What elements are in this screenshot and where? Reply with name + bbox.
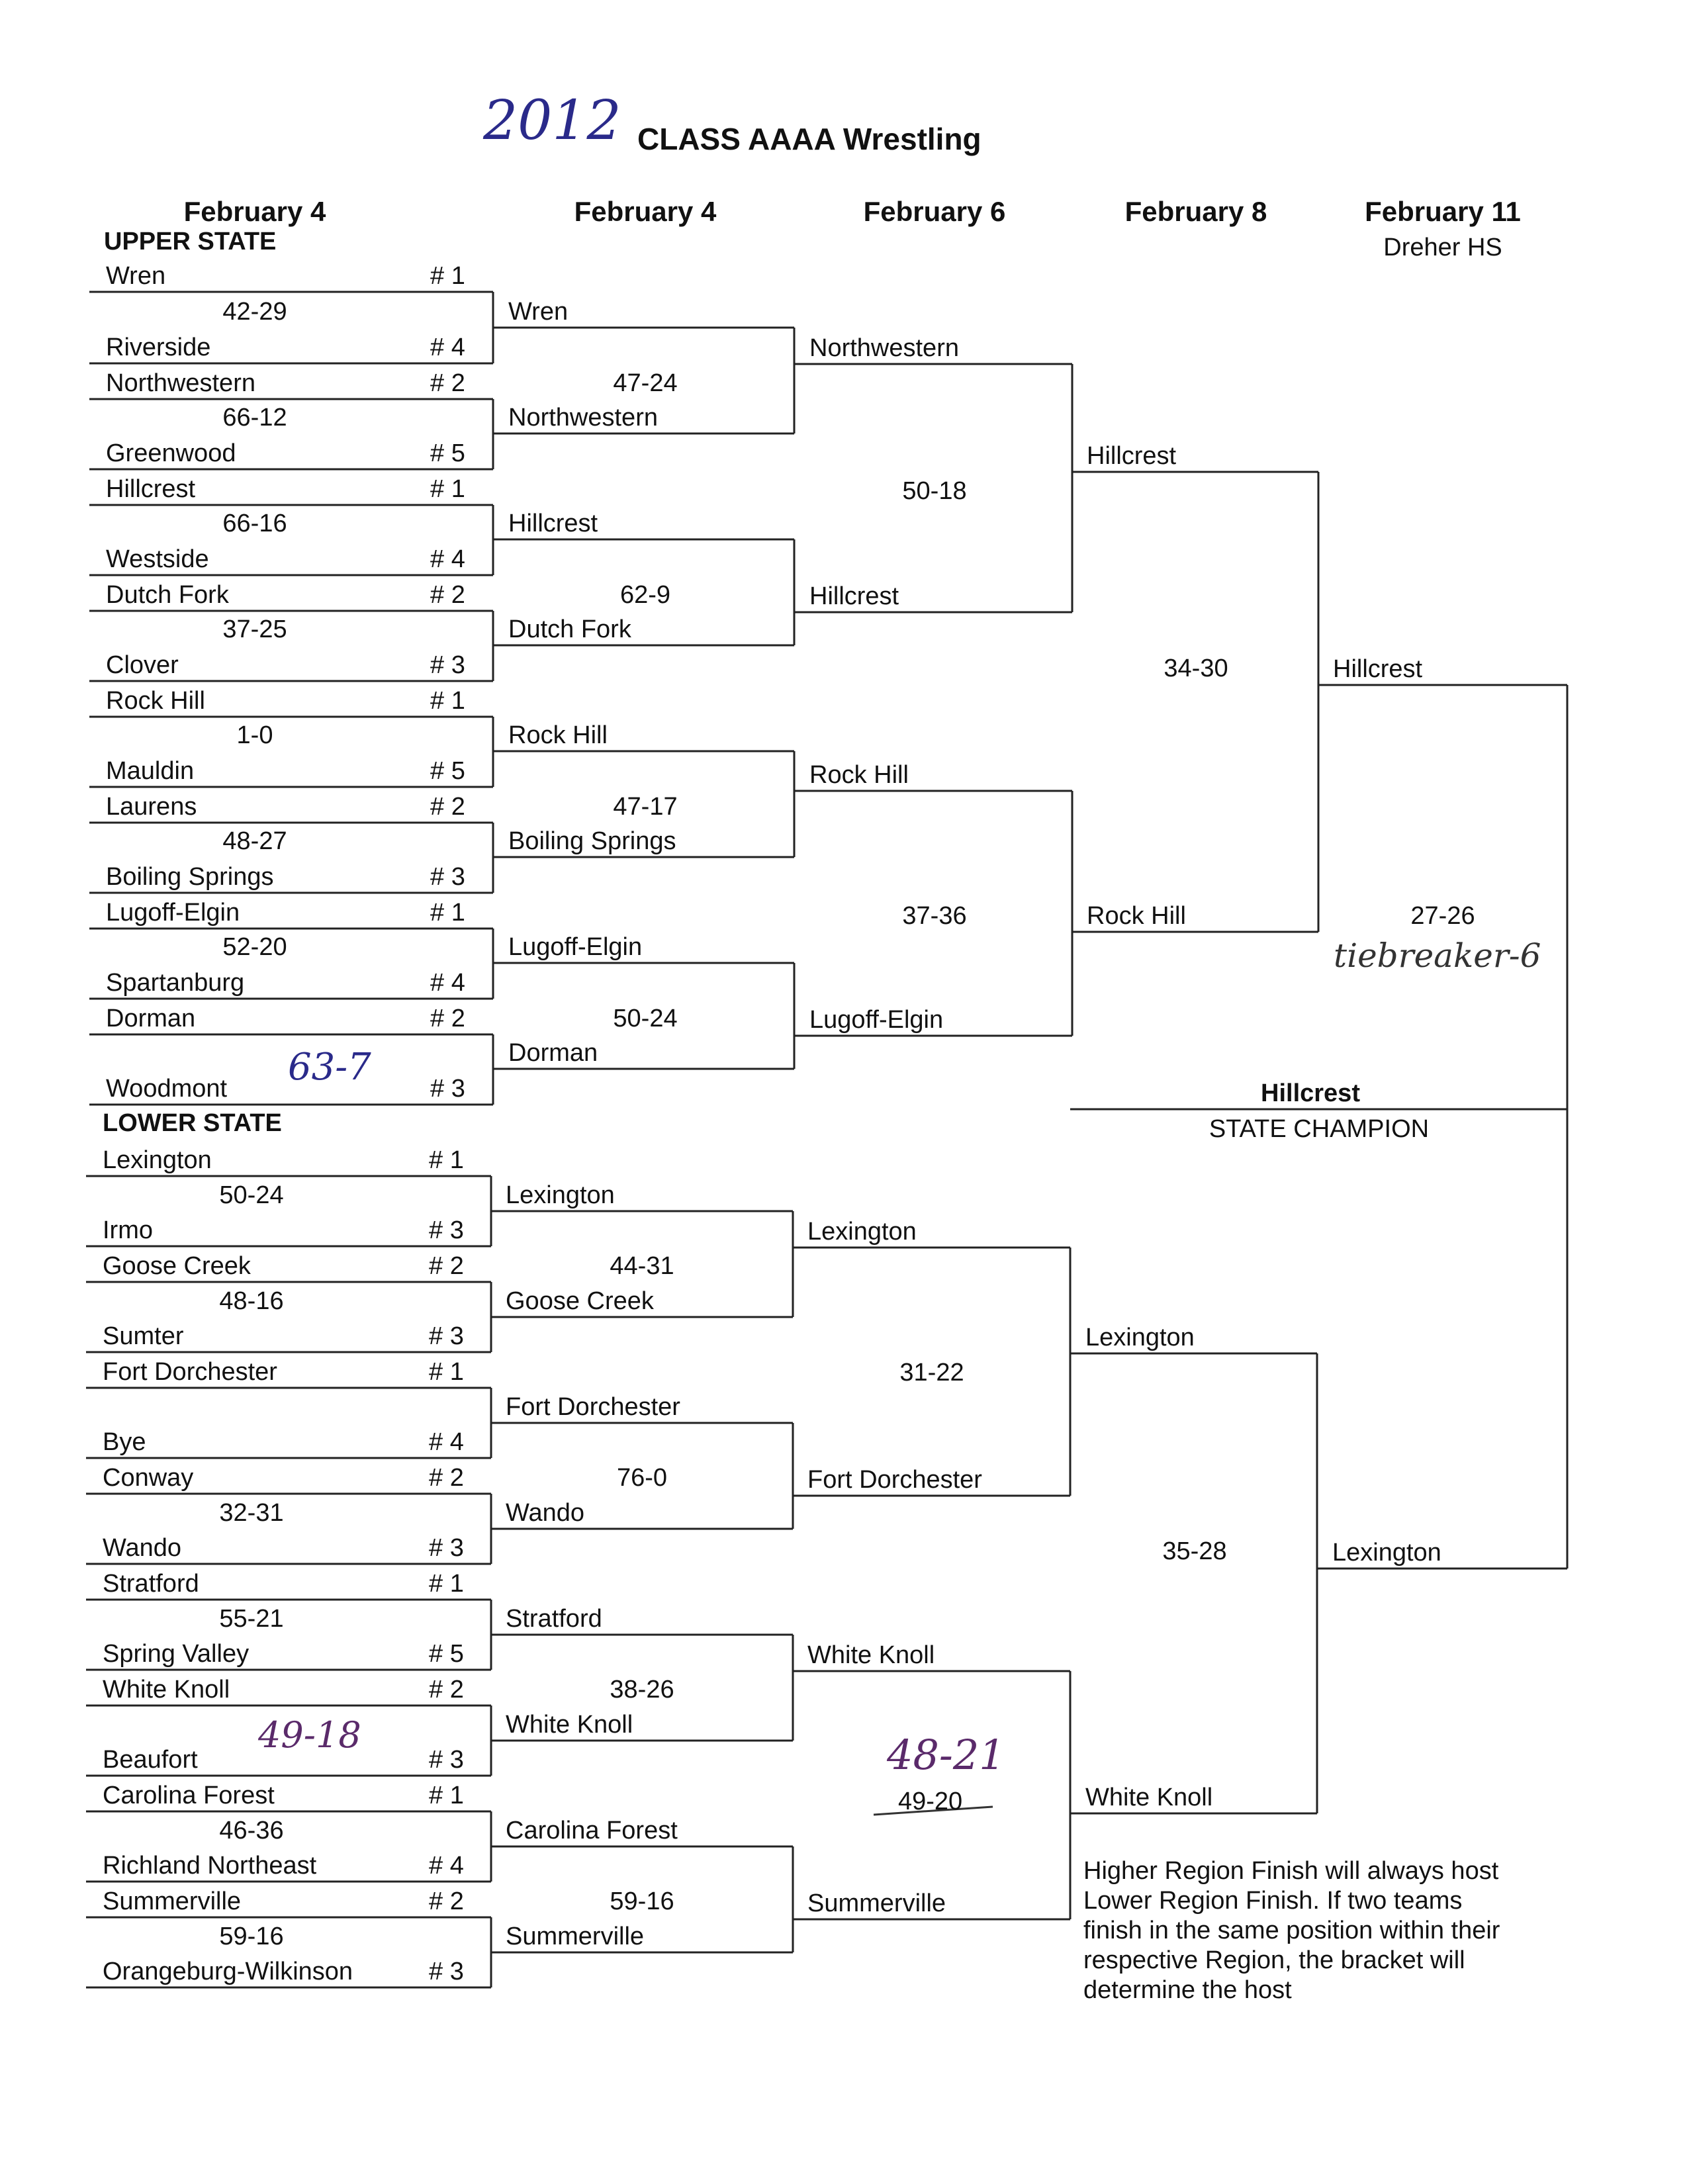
round4-team: Rock Hill bbox=[1087, 902, 1186, 930]
seed-number: # 4 bbox=[429, 1852, 464, 1880]
match-score: 76-0 bbox=[616, 1464, 668, 1492]
state-champion-label: STATE CHAMPION bbox=[1209, 1115, 1430, 1143]
seed-number: # 1 bbox=[429, 1570, 464, 1598]
seed-number: # 1 bbox=[429, 1146, 464, 1174]
round4-team: Hillcrest bbox=[1087, 442, 1177, 470]
round2-team: Hillcrest bbox=[508, 510, 598, 537]
seed-number: # 2 bbox=[430, 793, 465, 821]
date-round-4: February 8 bbox=[1124, 196, 1267, 227]
tiebreaker-note: tiebreaker-6 bbox=[1334, 936, 1541, 975]
host-note-line: Higher Region Finish will always host bbox=[1083, 1857, 1499, 1885]
match-score: 48-16 bbox=[219, 1287, 284, 1315]
seed-team: Lugoff-Elgin bbox=[106, 899, 240, 927]
round3-team: Lugoff-Elgin bbox=[809, 1006, 944, 1034]
match-score: 62-9 bbox=[619, 581, 671, 609]
seed-team: Northwestern bbox=[106, 369, 255, 397]
seed-team: Conway bbox=[103, 1464, 194, 1492]
round2-team: Boiling Springs bbox=[508, 827, 676, 855]
seed-team: Irmo bbox=[103, 1216, 153, 1244]
venue-label: Dreher HS bbox=[1383, 234, 1502, 261]
finalist-lower: Lexington bbox=[1332, 1539, 1441, 1567]
seed-number: # 1 bbox=[430, 899, 465, 927]
round3-team: Rock Hill bbox=[809, 761, 909, 789]
seed-team: Stratford bbox=[103, 1570, 199, 1598]
seed-number: # 2 bbox=[429, 1676, 464, 1704]
round2-team: Wando bbox=[506, 1499, 584, 1527]
round2-team: Goose Creek bbox=[506, 1287, 654, 1315]
match-score: 59-16 bbox=[610, 1888, 674, 1915]
round3-team: Northwestern bbox=[809, 334, 959, 362]
seed-number: # 1 bbox=[429, 1782, 464, 1809]
round2-team: Lexington bbox=[506, 1181, 615, 1209]
struck-score: 49-20 bbox=[898, 1788, 963, 1815]
match-score: 34-30 bbox=[1164, 655, 1228, 682]
host-note-line: finish in the same position within their bbox=[1083, 1917, 1500, 1944]
date-final: February 11 bbox=[1365, 196, 1521, 227]
seed-number: # 3 bbox=[430, 651, 465, 679]
seed-team: Rock Hill bbox=[106, 687, 205, 715]
match-score: 1-0 bbox=[236, 721, 273, 749]
finalist-upper: Hillcrest bbox=[1333, 655, 1423, 683]
match-score: 52-20 bbox=[222, 933, 287, 961]
year-handwritten: 2012 bbox=[483, 89, 621, 152]
round2-team: Northwestern bbox=[508, 404, 658, 432]
seed-team: Richland Northeast bbox=[103, 1852, 317, 1880]
seed-team: Goose Creek bbox=[103, 1252, 251, 1280]
date-round-1: February 4 bbox=[183, 196, 326, 227]
round2-team: Fort Dorchester bbox=[506, 1393, 680, 1421]
seed-number: # 4 bbox=[430, 334, 465, 361]
seed-team: Spartanburg bbox=[106, 969, 245, 997]
seed-team: Bye bbox=[103, 1428, 146, 1456]
match-score: 59-16 bbox=[219, 1923, 284, 1950]
match-score: 50-18 bbox=[902, 477, 967, 505]
match-score: 50-24 bbox=[613, 1005, 678, 1032]
round2-team: White Knoll bbox=[506, 1711, 633, 1739]
seed-number: # 3 bbox=[430, 863, 465, 891]
match-score: 55-21 bbox=[219, 1605, 284, 1633]
seed-team: Spring Valley bbox=[103, 1640, 250, 1668]
final-score: 27-26 bbox=[1410, 902, 1475, 930]
round2-team: Rock Hill bbox=[508, 721, 608, 749]
date-round-3: February 6 bbox=[863, 196, 1006, 227]
round2-team: Stratford bbox=[506, 1605, 602, 1633]
seed-team: Dorman bbox=[106, 1005, 196, 1032]
match-score: 66-16 bbox=[222, 510, 287, 537]
seed-number: # 3 bbox=[430, 1075, 465, 1103]
seed-number: # 3 bbox=[429, 1322, 464, 1350]
seed-number: # 2 bbox=[430, 369, 465, 397]
seed-number: # 3 bbox=[429, 1216, 464, 1244]
seed-team: Greenwood bbox=[106, 439, 236, 467]
seed-team: Orangeburg-Wilkinson bbox=[103, 1958, 353, 1985]
seed-team: Hillcrest bbox=[106, 475, 196, 503]
seed-number: # 5 bbox=[430, 439, 465, 467]
seed-team: Laurens bbox=[106, 793, 197, 821]
match-score: 31-22 bbox=[899, 1359, 964, 1387]
round2-team: Wren bbox=[508, 298, 569, 326]
round4-team: Lexington bbox=[1085, 1324, 1195, 1351]
seed-number: # 3 bbox=[429, 1746, 464, 1774]
seed-team: Fort Dorchester bbox=[103, 1358, 277, 1386]
handwritten-score: 49-18 bbox=[258, 1714, 361, 1756]
seed-team: Carolina Forest bbox=[103, 1782, 275, 1809]
round2-team: Summerville bbox=[506, 1923, 645, 1950]
page-title: CLASS AAAA Wrestling bbox=[637, 122, 981, 156]
host-note-line: respective Region, the bracket will bbox=[1083, 1946, 1465, 1974]
match-score: 66-12 bbox=[222, 404, 287, 432]
match-score: 42-29 bbox=[222, 298, 287, 326]
seed-team: Lexington bbox=[103, 1146, 212, 1174]
lower-state-label: LOWER STATE bbox=[103, 1109, 282, 1137]
seed-team: Boiling Springs bbox=[106, 863, 274, 891]
seed-team: Summerville bbox=[103, 1888, 242, 1915]
round2-team: Dutch Fork bbox=[508, 615, 631, 643]
seed-team: Riverside bbox=[106, 334, 211, 361]
match-score: 48-27 bbox=[222, 827, 287, 855]
match-score: 47-17 bbox=[613, 793, 678, 821]
match-score: 50-24 bbox=[219, 1181, 284, 1209]
round4-team: White Knoll bbox=[1085, 1784, 1213, 1811]
host-note-line: determine the host bbox=[1083, 1976, 1292, 2004]
round2-team: Dorman bbox=[508, 1039, 598, 1067]
seed-team: Wando bbox=[103, 1534, 181, 1562]
seed-number: # 1 bbox=[429, 1358, 464, 1386]
state-champion-team: Hillcrest bbox=[1261, 1079, 1360, 1107]
host-note-line: Lower Region Finish. If two teams bbox=[1083, 1887, 1463, 1915]
seed-team: White Knoll bbox=[103, 1676, 230, 1704]
seed-number: # 3 bbox=[429, 1958, 464, 1985]
seed-number: # 1 bbox=[430, 262, 465, 290]
match-score: 35-28 bbox=[1162, 1537, 1227, 1565]
match-score: 37-36 bbox=[902, 902, 967, 930]
seed-number: # 5 bbox=[429, 1640, 464, 1668]
seed-number: # 4 bbox=[430, 545, 465, 573]
round2-team: Carolina Forest bbox=[506, 1817, 678, 1844]
round3-team: White Knoll bbox=[807, 1641, 935, 1669]
seed-team: Woodmont bbox=[106, 1075, 228, 1103]
round3-team: Lexington bbox=[807, 1218, 917, 1246]
seed-number: # 2 bbox=[429, 1888, 464, 1915]
seed-team: Mauldin bbox=[106, 757, 195, 785]
match-score: 38-26 bbox=[610, 1676, 674, 1704]
handwritten-score: 63-7 bbox=[288, 1046, 371, 1089]
seed-number: # 2 bbox=[429, 1464, 464, 1492]
date-round-2: February 4 bbox=[574, 196, 717, 227]
seed-team: Westside bbox=[106, 545, 209, 573]
seed-number: # 5 bbox=[430, 757, 465, 785]
seed-number: # 4 bbox=[430, 969, 465, 997]
seed-team: Clover bbox=[106, 651, 179, 679]
round3-team: Hillcrest bbox=[809, 582, 899, 610]
seed-team: Dutch Fork bbox=[106, 581, 229, 609]
seed-number: # 2 bbox=[429, 1252, 464, 1280]
seed-team: Beaufort bbox=[103, 1746, 198, 1774]
match-score: 32-31 bbox=[219, 1499, 284, 1527]
round3-team: Summerville bbox=[807, 1889, 946, 1917]
seed-number: # 2 bbox=[430, 581, 465, 609]
match-score: 37-25 bbox=[222, 615, 287, 643]
seed-number: # 2 bbox=[430, 1005, 465, 1032]
seed-number: # 3 bbox=[429, 1534, 464, 1562]
match-score: 44-31 bbox=[610, 1252, 674, 1280]
seed-number: # 1 bbox=[430, 687, 465, 715]
upper-state-label: UPPER STATE bbox=[104, 228, 277, 255]
seed-team: Sumter bbox=[103, 1322, 184, 1350]
round2-team: Lugoff-Elgin bbox=[508, 933, 643, 961]
seed-number: # 1 bbox=[430, 475, 465, 503]
seed-number: # 4 bbox=[429, 1428, 464, 1456]
round3-team: Fort Dorchester bbox=[807, 1466, 982, 1494]
match-score: 46-36 bbox=[219, 1817, 284, 1844]
handwritten-score: 48-21 bbox=[887, 1731, 1005, 1779]
seed-team: Wren bbox=[106, 262, 166, 290]
match-score: 47-24 bbox=[613, 369, 678, 397]
